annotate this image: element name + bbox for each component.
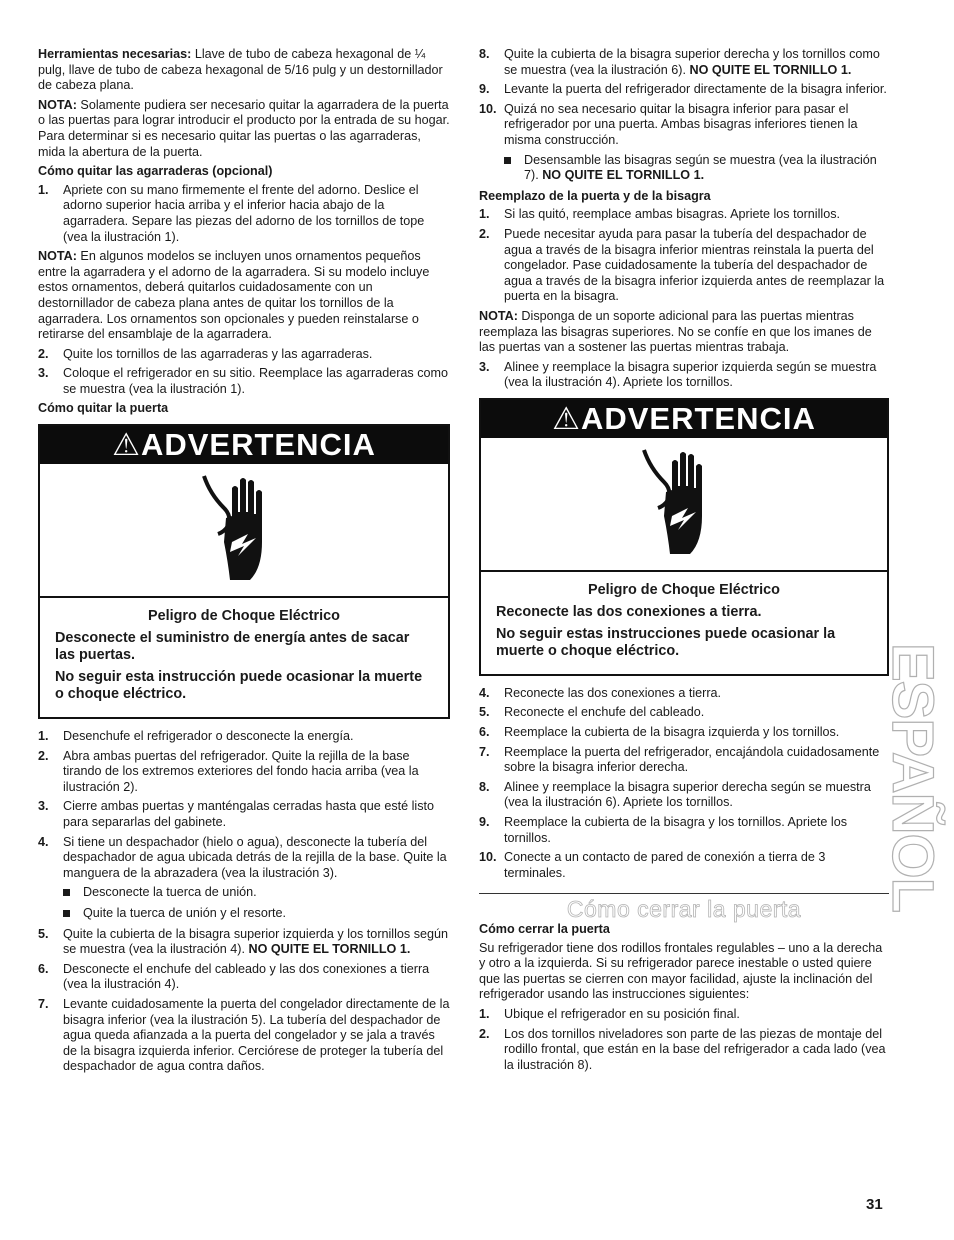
list-item: 1. Desenchufe el refrigerador o desconecte la energía.: [38, 729, 354, 744]
list-item: 4. Reconecte las dos conexiones a tierra.: [479, 685, 722, 700]
warning-triangle-icon: ⚠: [112, 427, 141, 463]
warning-hazard: Peligro de Choque Eléctrico: [588, 581, 780, 598]
list-item: 3. Coloque el refrigerador en su sitio. Reemplace las agarraderas como se muestra (vea la ilustración 1).: [38, 366, 449, 396]
list-item: 2. Los dos tornillos niveladores son parte de las piezas de montaje del rodillo frontal, que están en la base del refrigerador a cada lado (vea la ilustración 8).: [479, 1026, 886, 1072]
warning-header: ⚠ADVERTENCIA: [40, 426, 448, 464]
door-removal-steps: [38, 729, 450, 881]
list-item: 2. Puede necesitar ayuda para pasar la tubería del despachador de agua a través de la bisagra inferior mientras reinstala la puerta del congelador. Pase cuidadosamente la tubería del despachador de agua a través de la bisagra inferior izquierda antes de reemplazar la puerta en la bisagra.: [479, 226, 885, 304]
body-paragraph: Su refrigerador tiene dos rodillos frontales regulables – uno a la derecha y otro a la izquierda. Si su refrigerador parece inestable o usted quiere que las puertas se cierren con mayor facilidad, ajuste la inclinación del refrigerador usando las instrucciones siguientes:: [479, 940, 883, 1002]
handles-steps: [38, 183, 450, 245]
list-item: 10. Conecte a un contacto de pared de conexión a tierra de 3 terminales.: [479, 850, 826, 880]
warning-instruction: Reconecte las dos conexiones a tierra.: [496, 603, 762, 620]
list-item: 4. Si tiene un despachador (hielo o agua), desconecte la tubería del despachador de agua ubicada detrás de la rejilla de la base. Quite la manguera de la abrazadera (vea la ilustración 3).: [38, 834, 447, 880]
warning-box: [479, 398, 889, 676]
section-title: Cómo cerrar la puerta: [566, 896, 802, 923]
electric-shock-hand-icon: [642, 446, 726, 564]
warning-consequence: No seguir esta instrucción puede ocasionar la muerte o choque eléctrico.: [55, 669, 423, 703]
note-paragraph: NOTA: Disponga de un soporte adicional para las puertas mientras reemplaza las bisagras superiores. No se confíe en que los imanes de las puertas van a sostener las puertas mientras trabaja.: [479, 308, 872, 355]
list-item: 1. Apriete con su mano firmemente el frente del adorno. Deslice el adorno superior hacia arriba y el inferior hacia abajo de la agarradera. Separe las piezas del adorno de los tornillos de tope (vea la ilustración 1).: [38, 182, 425, 244]
list-item: 6. Reemplace la cubierta de la bisagra izquierda y los tornillos.: [479, 725, 840, 740]
list-item: Desconecte la tuerca de unión.: [63, 885, 450, 901]
list-item: 2. Quite los tornillos de las agarraderas y las agarraderas.: [38, 346, 373, 361]
language-side-tab: ESPAÑOL: [880, 643, 945, 913]
replacement-steps-cont: [479, 360, 889, 391]
warning-header: ⚠ADVERTENCIA: [481, 400, 887, 438]
section-heading: Cómo cerrar la puerta: [479, 922, 610, 936]
list-item: 7. Reemplace la puerta del refrigerador, encajándola cuidadosamente sobre la bisagra inferior derecha.: [479, 744, 880, 775]
door-removal-steps-right: [479, 47, 889, 149]
handles-steps-cont: [38, 347, 450, 398]
list-item: 10. Quizá no sea necesario quitar la bisagra inferior para pasar el refrigerador por una puerta. Ambas bisagras inferiores tienen la misma construcción.: [479, 101, 858, 147]
electric-shock-hand-icon: [202, 472, 286, 590]
list-item: 3. Cierre ambas puertas y manténgalas cerradas hasta que esté listo para separarlas del gabinete.: [38, 799, 435, 830]
door-closing-steps: [479, 1007, 889, 1073]
page-number: 31: [866, 1196, 883, 1213]
warning-box: [38, 424, 450, 719]
list-item: 5. Quite la cubierta de la bisagra superior izquierda y los tornillos según se muestra (vea la ilustración 4). NO QUITE EL TORNILLO 1.: [38, 926, 449, 957]
list-item: 9. Reemplace la cubierta de la bisagra y los tornillos. Apriete los tornillos.: [479, 815, 848, 845]
section-divider: [479, 893, 889, 894]
tools-paragraph: Herramientas necesarias: Llave de tubo de cabeza hexagonal de ¼ pulg, llave de tubo de cabeza hexagonal de 5/16 pulg y un destornillador de cabeza plana.: [38, 47, 443, 93]
bullet-list: [479, 153, 889, 184]
right-column: [479, 47, 889, 1077]
warning-hazard: Peligro de Choque Eléctrico: [148, 608, 340, 625]
note-paragraph: NOTA: En algunos modelos se incluyen unos ornamentos pequeños entre la agarradera y el adorno de la agarradera. Si su modelo incluye estos ornamentos, deberá quitarlos cuidadosamente con un destornillador de cabeza plana antes de quitar los tornillos de la agarradera. Los ornamentos son opcionales y pueden reinstalarse o retirarse del ensamblaje de la agarradera.: [38, 249, 430, 342]
warning-instruction: Desconecte el suministro de energía antes de sacar las puertas.: [55, 630, 410, 664]
list-item: 5. Reconecte el enchufe del cableado.: [479, 705, 705, 720]
bullet-list: [38, 885, 450, 921]
left-column: [38, 47, 450, 1079]
note-paragraph: NOTA: Solamente pudiera ser necesario quitar la agarradera de la puerta o las puertas para lograr introducir el producto por la entrada de su hogar. Para determinar si es necesario quitar las puertas o las agarraderas, mida la abertura de la puerta.: [38, 97, 450, 159]
list-item: 8. Alinee y reemplace la bisagra superior derecha según se muestra (vea la ilustración 6). Apriete los tornillos.: [479, 779, 871, 810]
section-heading: Cómo quitar las agarraderas (opcional): [38, 164, 273, 179]
list-item: 9. Levante la puerta del refrigerador directamente de la bisagra inferior.: [479, 82, 887, 97]
section-heading: Cómo quitar la puerta: [38, 401, 169, 416]
warning-triangle-icon: ⚠: [552, 400, 581, 436]
warning-consequence: No seguir estas instrucciones puede ocasionar la muerte o choque eléctrico.: [496, 625, 836, 659]
list-item: 6. Desconecte el enchufe del cableado y las dos conexiones a tierra (vea la ilustración 4).: [38, 961, 430, 992]
door-removal-steps-cont: [38, 927, 450, 1075]
section-heading: Reemplazo de la puerta y de la bisagra: [479, 188, 711, 203]
list-item: 1. Ubique el refrigerador en su posición final.: [479, 1006, 740, 1021]
list-item: 8. Quite la cubierta de la bisagra superior derecha y los tornillos como se muestra (vea la ilustración 6). NO QUITE EL TORNILLO 1.: [479, 47, 880, 77]
list-item: Quite la tuerca de unión y el resorte.: [63, 906, 450, 922]
list-item: 1. Si las quitó, reemplace ambas bisagras. Apriete los tornillos.: [479, 207, 840, 222]
list-item: Desensamble las bisagras según se muestra (vea la ilustración 7). NO QUITE EL TORNILLO 1.: [504, 153, 889, 184]
replacement-steps: [479, 207, 889, 305]
list-item: 3. Alinee y reemplace la bisagra superior izquierda según se muestra (vea la ilustración 4). Apriete los tornillos.: [479, 359, 877, 390]
replacement-steps-final: [479, 686, 889, 882]
list-item: 7. Levante cuidadosamente la puerta del congelador directamente de la bisagra inferior (vea la ilustración 5). La tubería del despachador de agua queda afianzada a la puerta del congelador y se jala a través de la bisagra izquierda inferior. Cerciórese de proteger la tubería del despachador de agua contra daños.: [38, 996, 450, 1074]
list-item: 2. Abra ambas puertas del refrigerador. Quite la rejilla de la base tirando de los extremos exteriores del fondo hacia arriba (vea la ilustración 2).: [38, 748, 419, 794]
